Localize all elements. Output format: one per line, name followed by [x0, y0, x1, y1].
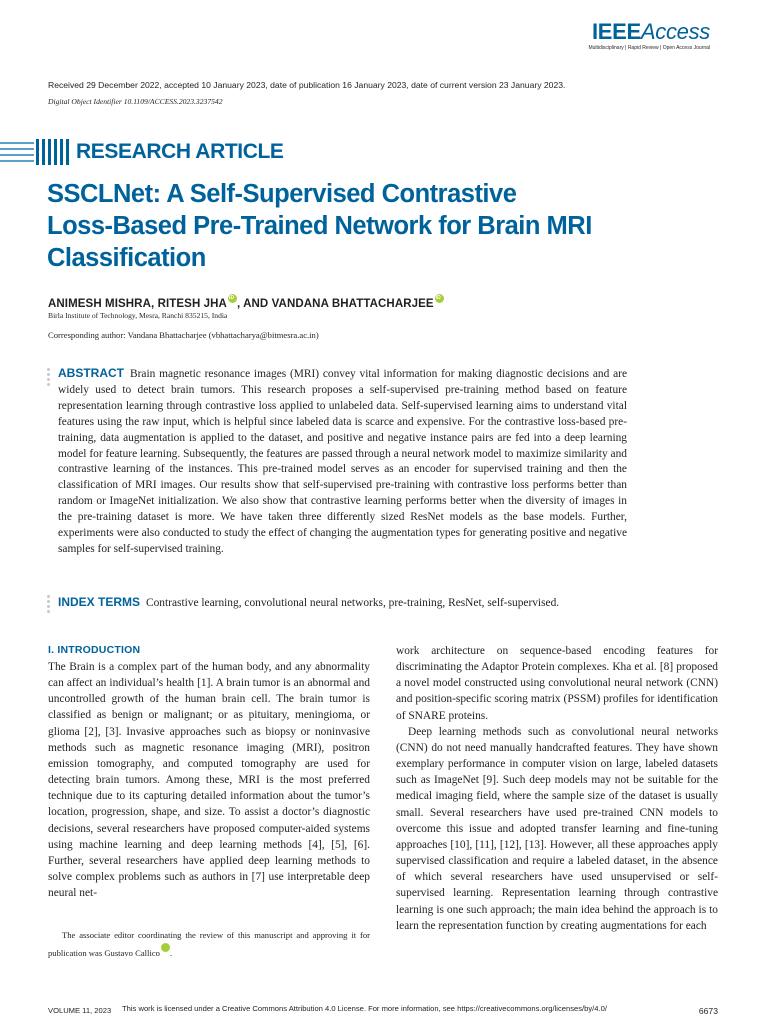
- author-list: [48, 294, 444, 310]
- intro-paragraph: The Brain is a complex part of the human body, and any abnormality can affect an individual’s health [1]. A brain tumor is an abnormal and uncontrolled growth of the human brain cell. The brain tumor is classified as benign or malignant; or as pituitary, meningioma, or glioma [2], [3]. Invasive approaches such as biopsy or noninvasive methods such as magnetic resonance imaging (MRI), positron emission tomography, and computed tomography are used for detecting brain tumors. Among these, MRI is the most preferred technique due to its capturing detailed information about the tumor’s location, progression, shape, and size. To assist a doctor’s diagnostic decisions, several researchers have proposed computer-aided systems using machine learning and deep learning methods [4], [5], [6]. Further, several researchers have applied deep learning methods to solve complex problems such as authors in [7] use interpretable deep neural net-: [48, 661, 370, 900]
- article-type-label: RESEARCH ARTICLE: [76, 140, 284, 163]
- affiliation: Birla Institute of Technology, Mesra, Ranchi 835215, India: [48, 311, 228, 320]
- index-terms-label: INDEX TERMS: [58, 595, 141, 609]
- ribbon-bar: [60, 139, 63, 165]
- abstract: [58, 366, 627, 558]
- article-type-ribbon: [0, 133, 70, 171]
- ribbon-bar: [48, 139, 51, 165]
- ribbon-bar: [66, 139, 69, 165]
- logo-ieee: IEEE: [591, 19, 641, 44]
- page-number: 6673: [698, 1006, 718, 1016]
- abstract-text: Brain magnetic resonance images (MRI) convey vital information for making diagnostic decisions and are widely used to detect brain tumors. This research proposes a self-supervised pre-training method based on feature representation learning through contrastive loss applied to unlabeled data. Self-supervised learning aims to understand vital features using the raw input, which is helpful since labeled data is scarce and expensive. For the contrastive loss-based pre-training, data augmentation is applied to the dataset, and positive and negative instance pairs are fed into a deep learning model for feature learning. Subsequently, the features are passed through a neural network model to maximize similarity and contrastive learning of the instances. This pre-trained model serves as an encoder for supervised training and then the classification of MRI images. Our results show that self-supervised pre-training with contrastive loss performs better than random or ImageNet initialization. We also show that contrastive learning performs better when the diversity of images in the pre-training dataset is more. We have taken three differently sized ResNet models as the base models. Further, experiments were also conducted to study the effect of changing the augmentation types for generating positive and negative samples for self-supervised training.: [58, 368, 627, 555]
- title-line: SSCLNet: A Self-Supervised Contrastive: [47, 180, 517, 208]
- orcid-icon[interactable]: [161, 943, 170, 952]
- doi: Digital Object Identifier 10.1109/ACCESS.2023.3237542: [48, 97, 223, 106]
- intro-paragraph-continued: work architecture on sequence-based encoding features for discriminating the Adaptor Protein complexes. Kha et al. [8] proposed a novel model constructed using convolutional neural network (CNN) and position-specific scoring matrix (PSSM) profiles for identification of SNARE proteins.: [396, 645, 718, 722]
- left-column: [48, 643, 370, 901]
- right-column: [396, 643, 718, 934]
- author-names-1: ANIMESH MISHRA, RITESH JHA: [48, 298, 227, 310]
- ribbon-line: [0, 148, 34, 150]
- index-terms: [58, 595, 638, 611]
- logo-access: Access: [640, 19, 710, 44]
- section-heading: I. INTRODUCTION: [48, 644, 141, 656]
- ribbon-line: [0, 160, 34, 162]
- footnote-end: .: [169, 948, 173, 959]
- title-line: Loss-Based Pre-Trained Network for Brain MRI: [47, 212, 592, 240]
- editor-footnote: [48, 928, 370, 962]
- ribbon-line: [0, 154, 34, 156]
- ribbon-bar: [42, 139, 45, 165]
- index-terms-text: Contrastive learning, convolutional neural networks, pre-training, ResNet, self-supervised.: [146, 597, 560, 609]
- index-terms-dots-icon: [47, 595, 51, 615]
- footnote-text: The associate editor coordinating the review of this manuscript and approving it for publication was Gustavo Callico: [48, 930, 370, 959]
- abstract-label: ABSTRACT: [58, 366, 124, 380]
- intro-paragraph: Deep learning methods such as convolutional neural networks (CNN) do not need manually handcrafted features. They have shown exemplary performance in computer vision on large, labeled datasets such as ImageNet [9]. Such deep models may not be suitable for the medical imaging field, where the sample size of the dataset is usually small. Several researchers have used pre-trained CNN models to overcome this issue and adopted transfer learning and fine-tuning approaches [10], [11], [12], [13]. However, all these approaches apply supervised classification and require a labeled dataset, in the absence of which several researchers have used unsupervised or self-supervised learning. Representation learning through contrastive learning is one such approach; the main idea behind the approach is to learn the representation function by creating augmentations for each: [396, 725, 718, 932]
- received-dates: Received 29 December 2022, accepted 10 January 2023, date of publication 16 January 2023, date of current version 23 January 2023.: [48, 80, 566, 90]
- orcid-icon[interactable]: [228, 294, 237, 303]
- ieee-access-logo: [588, 20, 710, 51]
- ribbon-line: [0, 142, 34, 144]
- ribbon-bar: [54, 139, 57, 165]
- abstract-dots-icon: [47, 368, 51, 388]
- paper-title: [47, 178, 647, 274]
- ribbon-bar: [36, 139, 39, 165]
- corresponding-author: Corresponding author: Vandana Bhattacharjee (vbhattacharya@bitmesra.ac.in): [48, 330, 319, 340]
- footer-license: This work is licensed under a Creative Commons Attribution 4.0 License. For more information, see https://creativecommons.org/licenses/by/4.0/: [122, 1004, 607, 1013]
- title-line: Classification: [47, 244, 206, 272]
- logo-wordmark: [588, 20, 710, 44]
- footer-volume: VOLUME 11, 2023: [48, 1006, 112, 1015]
- author-names-2: , AND VANDANA BHATTACHARJEE: [236, 298, 434, 310]
- logo-tagline: Multidisciplinary | Rapid Review | Open Access Journal: [588, 45, 710, 51]
- orcid-icon[interactable]: [435, 294, 444, 303]
